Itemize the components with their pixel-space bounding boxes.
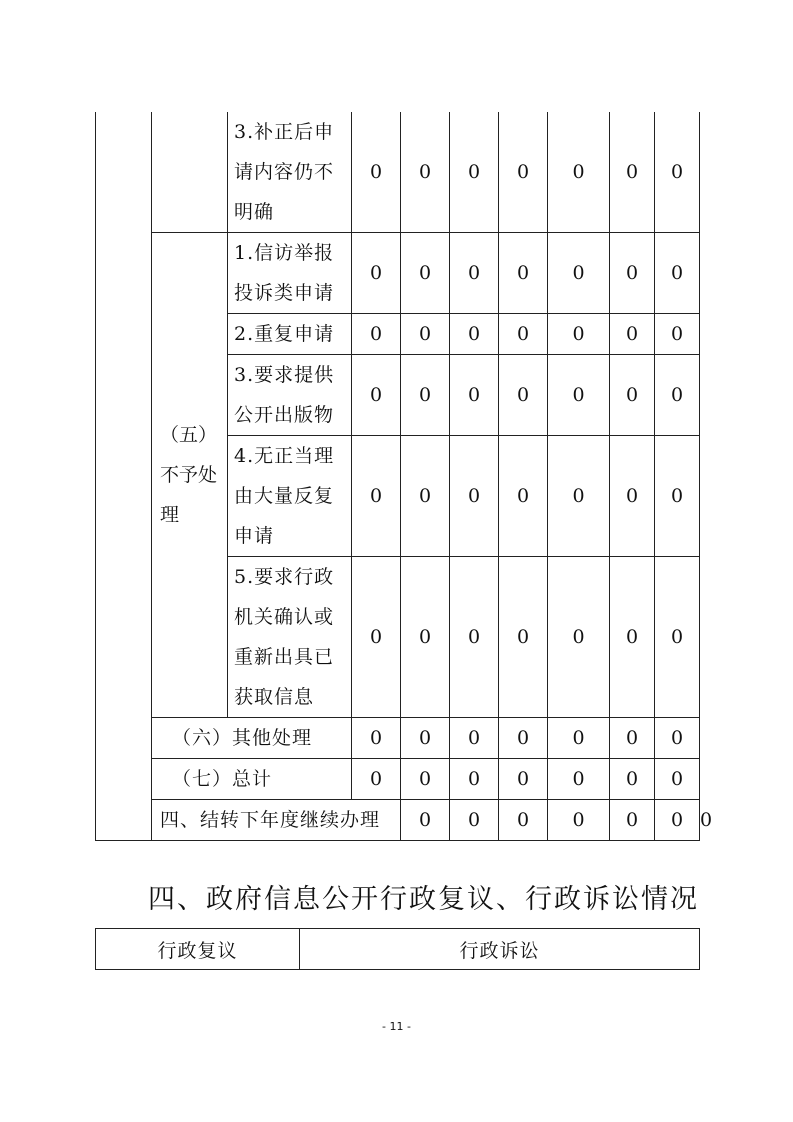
value-cell: 0 [548, 314, 610, 355]
value-cell: 0 [610, 557, 655, 718]
value-cell: 0 [401, 233, 450, 314]
row-label: 四、结转下年度继续办理 [152, 800, 401, 841]
value-cell: 0 [499, 718, 548, 759]
value-cell: 0 [450, 718, 499, 759]
value-cell: 0 [548, 355, 610, 436]
value-cell: 0 [655, 233, 700, 314]
value-cell: 0 [352, 314, 401, 355]
row-label: （七）总计 [152, 759, 352, 800]
value-cell: 0 [548, 718, 610, 759]
value-cell: 0 [401, 557, 450, 718]
row-label: （六）其他处理 [152, 718, 352, 759]
value-cell: 0 [450, 759, 499, 800]
table-row [96, 112, 700, 233]
value-cell: 0 [450, 436, 499, 557]
value-cell: 0 [352, 112, 401, 233]
value-cell: 0 [655, 112, 700, 233]
value-cell: 0 [610, 112, 655, 233]
value-cell: 0 [655, 759, 700, 800]
category-label: （五）不予处理 [152, 233, 228, 718]
table-row [96, 759, 700, 800]
value-cell: 0 [450, 800, 499, 841]
value-cell: 0 [499, 800, 548, 841]
value-cell: 0 [655, 557, 700, 718]
value-cell: 0 [499, 759, 548, 800]
value-cell: 0 [450, 233, 499, 314]
row-label: 3.补正后申请内容仍不明确 [228, 112, 352, 233]
value-cell: 0 [548, 759, 610, 800]
disclosure-statistics-table [95, 112, 713, 841]
value-cell: 0 [401, 112, 450, 233]
value-cell: 0 [548, 112, 610, 233]
value-cell: 0 [655, 718, 700, 759]
value-cell: 0 [352, 233, 401, 314]
value-cell: 0 [548, 233, 610, 314]
value-cell: 0 [655, 355, 700, 436]
value-cell: 0 [499, 233, 548, 314]
value-cell: 0 [450, 112, 499, 233]
value-cell: 0 [499, 112, 548, 233]
value-cell: 0 [352, 718, 401, 759]
page-number: - 11 - [382, 1020, 411, 1033]
value-cell: 0 [352, 557, 401, 718]
value-cell: 0 [610, 355, 655, 436]
category-cell-blank [152, 112, 228, 233]
value-cell: 0 [352, 436, 401, 557]
review-litigation-table [95, 928, 700, 970]
value-cell: 0 [655, 314, 700, 355]
table-row: 四、结转下年度继续办理 0 0 0 0 0 0 0 [96, 800, 700, 841]
value-cell: 0 [401, 718, 450, 759]
outer-category-cell [96, 112, 152, 841]
value-cell: 0 [610, 314, 655, 355]
value-cell: 0 [499, 557, 548, 718]
value-cell: 0 [548, 436, 610, 557]
value-cell: 0 [499, 355, 548, 436]
value-cell: 0 [401, 355, 450, 436]
value-cell: 0 [499, 314, 548, 355]
value-cell: 0 [610, 233, 655, 314]
value-cell: 0 [610, 436, 655, 557]
value-cell: 0 [610, 800, 655, 841]
value-cell: 0 [655, 800, 700, 841]
row-label: 2.重复申请 [228, 314, 352, 355]
column-header-review: 行政复议 [96, 929, 300, 970]
value-cell: 0 [401, 436, 450, 557]
row-label: 3.要求提供公开出版物 [228, 355, 352, 436]
row-label: 1.信访举报投诉类申请 [228, 233, 352, 314]
value-cell: 0 [548, 800, 610, 841]
value-cell: 0 [450, 355, 499, 436]
value-cell: 0 [450, 314, 499, 355]
value-cell: 0 [548, 557, 610, 718]
value-cell: 0 [401, 314, 450, 355]
row-label: 4.无正当理由大量反复申请 [228, 436, 352, 557]
table-header-row [96, 929, 700, 970]
value-cell: 0 [655, 436, 700, 557]
value-cell: 0 [610, 718, 655, 759]
value-cell: 0 [352, 355, 401, 436]
table-row [96, 718, 700, 759]
value-cell: 0 [352, 759, 401, 800]
value-cell: 0 [401, 800, 450, 841]
section-title: 四、政府信息公开行政复议、行政诉讼情况 [148, 884, 699, 915]
table-row [96, 233, 700, 314]
value-cell: 0 [499, 436, 548, 557]
row-label: 5.要求行政机关确认或重新出具已获取信息 [228, 557, 352, 718]
value-cell: 0 [401, 759, 450, 800]
value-cell: 0 [610, 759, 655, 800]
value-cell: 0 [450, 557, 499, 718]
column-header-litigation: 行政诉讼 [300, 929, 700, 970]
